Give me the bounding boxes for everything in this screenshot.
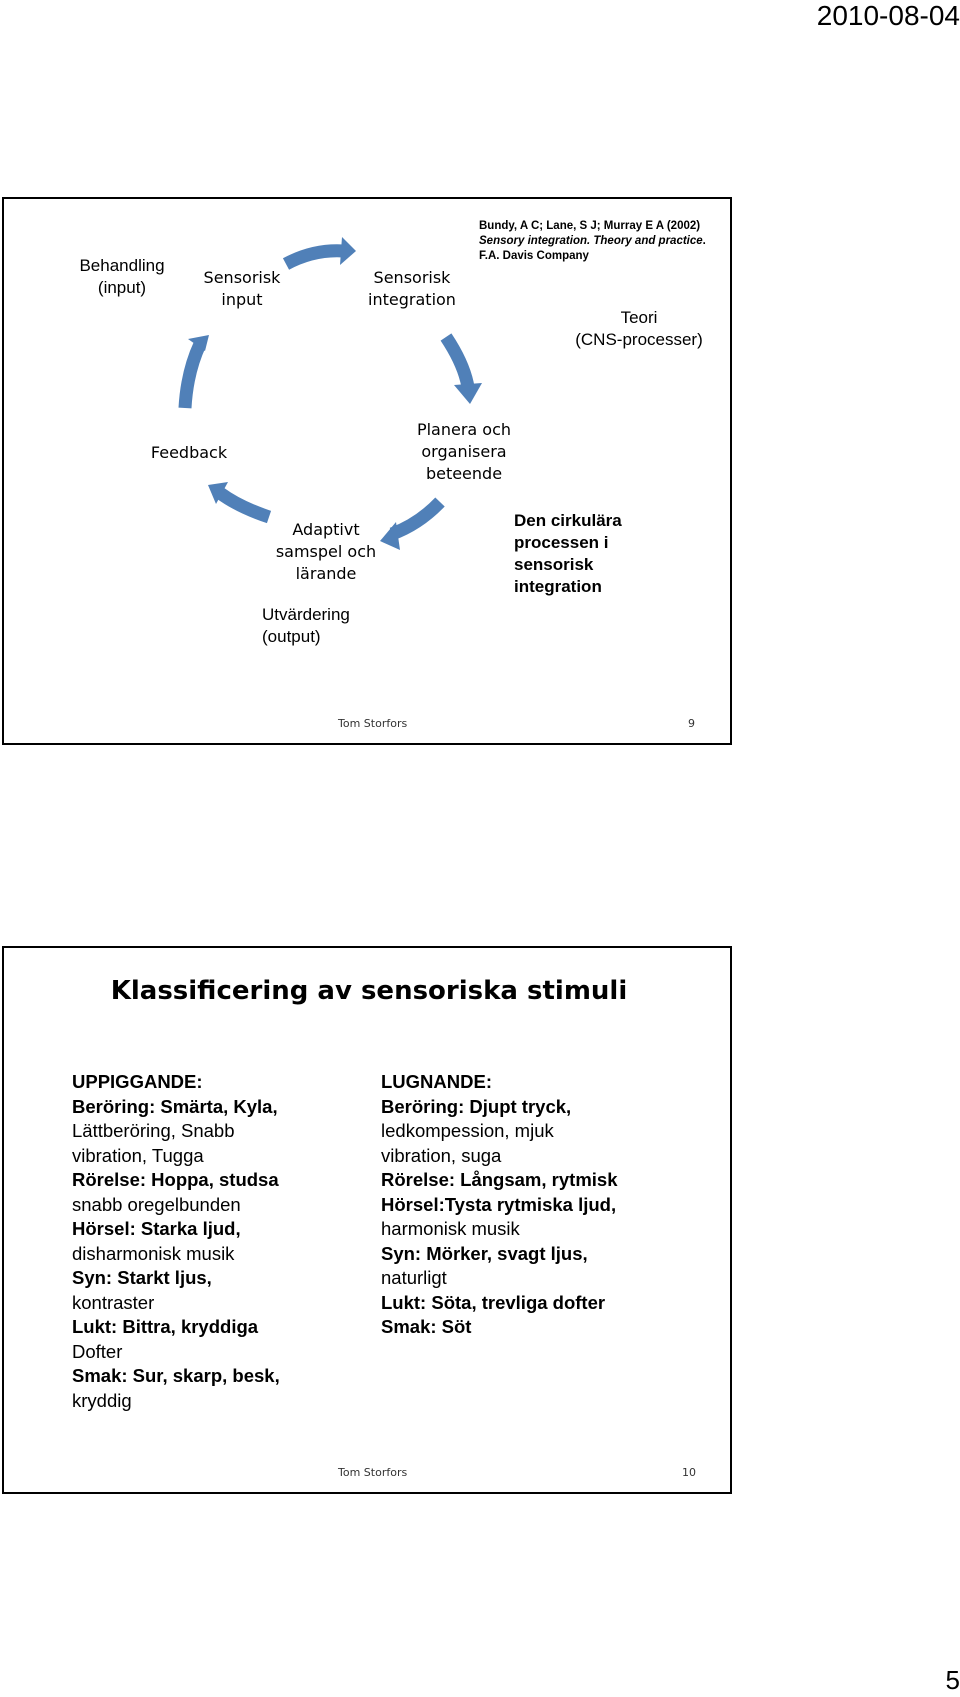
node-feedback-label: Feedback [150, 443, 228, 462]
stimulus-line: Dofter [72, 1340, 123, 1362]
cycle-arrow [185, 344, 200, 408]
stimulus-line: vibration, suga [381, 1144, 502, 1166]
stimulus-line: Rörelse: Långsam, rytmisk [381, 1169, 618, 1190]
node-feedback [134, 442, 244, 464]
diagram-caption [514, 510, 714, 598]
stimulus-line: ledkompession, mjuk [381, 1120, 554, 1141]
node-utvardering-line-2: (output) [262, 627, 321, 646]
column-lugnande [381, 1070, 691, 1340]
reference-citation [479, 219, 719, 264]
node-sensorisk-input-line-2: input [221, 290, 263, 309]
node-sensorisk-input-line-1: Sensorisk [203, 268, 281, 287]
stimulus-line: Lättberöring, Snabb [72, 1120, 235, 1141]
slide-footer-author: Tom Storfors [338, 717, 408, 730]
node-adaptivt-line-1: Adaptivt [292, 520, 360, 539]
slide-footer-number: 9 [688, 717, 695, 730]
stimulus-line: snabb oregelbunden [72, 1193, 241, 1215]
node-behandling [62, 255, 182, 299]
reference-part-1: Bundy, A C; Lane, S J; Murray E A (2002) [479, 220, 701, 232]
node-utvardering-line-1: Utvärdering [262, 605, 350, 624]
cycle-arrow [220, 493, 269, 517]
node-sensorisk-integration-line-1: Sensorisk [373, 268, 451, 287]
stimulus-line: Beröring: Smärta, Kyla, [72, 1095, 278, 1117]
stimulus-line: disharmonisk musik [72, 1242, 235, 1264]
cycle-arrow [392, 502, 440, 534]
node-teori-line-2: (CNS-processer) [575, 330, 703, 349]
node-planera-line-2: organisera [421, 442, 507, 461]
node-planera-line-3: beteende [425, 464, 503, 483]
stimulus-line: LUGNANDE: [381, 1071, 492, 1092]
stimulus-line: Hörsel: Starka ljud, [72, 1218, 241, 1239]
node-sensorisk-integration-line-2: integration [368, 290, 456, 309]
stimulus-line: Rörelse: Hoppa, studsa [72, 1169, 279, 1190]
stimulus-line: Beröring: Djupt tryck, [381, 1095, 572, 1117]
caption-line-2: processen i [514, 533, 609, 552]
stimulus-line: vibration, Tugga [72, 1144, 204, 1166]
reference-title: Sensory integration. Theory and practice [479, 235, 703, 247]
node-adaptivt-line-3: lärande [295, 564, 357, 583]
slide-footer-author: Tom Storfors [338, 1466, 408, 1479]
cycle-arrow [446, 337, 468, 387]
stimulus-line: Lukt: Söta, trevliga dofter [381, 1291, 606, 1313]
node-planera-line-1: Planera och [416, 420, 512, 439]
node-behandling-line-1: Behandling [79, 256, 165, 275]
node-adaptivt-line-2: samspel och [275, 542, 377, 561]
stimulus-line: Syn: Starkt ljus, [72, 1267, 212, 1288]
node-adaptivt [266, 519, 386, 585]
node-planera [404, 419, 524, 485]
reference-part-2: . F.A. Davis Company [479, 235, 706, 262]
node-teori-line-1: Teori [620, 308, 658, 327]
stimulus-line: harmonisk musik [381, 1218, 520, 1239]
page-number: 5 [945, 1665, 960, 1695]
caption-line-1: Den cirkulära [514, 511, 622, 530]
caption-line-4: integration [514, 577, 602, 596]
stimulus-line: Hörsel:Tysta rytmiska ljud, [381, 1193, 617, 1215]
slide-9 [2, 197, 732, 745]
stimulus-line: naturligt [381, 1267, 447, 1288]
header-date: 2010-08-04 [816, 0, 960, 31]
stimulus-line: kryddig [72, 1389, 132, 1411]
cycle-arrow [286, 251, 344, 264]
stimulus-line: UPPIGGANDE: [72, 1071, 203, 1092]
node-utvardering [262, 604, 372, 648]
slide-title: Klassificering av sensoriska stimuli [110, 976, 628, 1006]
cycle-arrow-head [340, 237, 356, 265]
stimulus-line: Lukt: Bittra, kryddiga [72, 1316, 259, 1337]
node-behandling-line-2: (input) [97, 278, 147, 297]
stimulus-line: Smak: Sur, skarp, besk, [72, 1365, 280, 1386]
cycle-arrow-head [454, 383, 482, 404]
stimulus-line: Smak: Söt [381, 1316, 472, 1337]
slide-footer-number: 10 [682, 1466, 696, 1479]
column-uppiggande [72, 1070, 382, 1413]
stimulus-line: Syn: Mörker, svagt ljus, [381, 1242, 588, 1264]
node-teori [559, 307, 719, 351]
node-sensorisk-input [192, 267, 292, 311]
slide-10 [2, 946, 732, 1494]
node-sensorisk-integration [354, 267, 470, 311]
caption-line-3: sensorisk [514, 555, 594, 574]
stimulus-line: kontraster [72, 1291, 155, 1313]
